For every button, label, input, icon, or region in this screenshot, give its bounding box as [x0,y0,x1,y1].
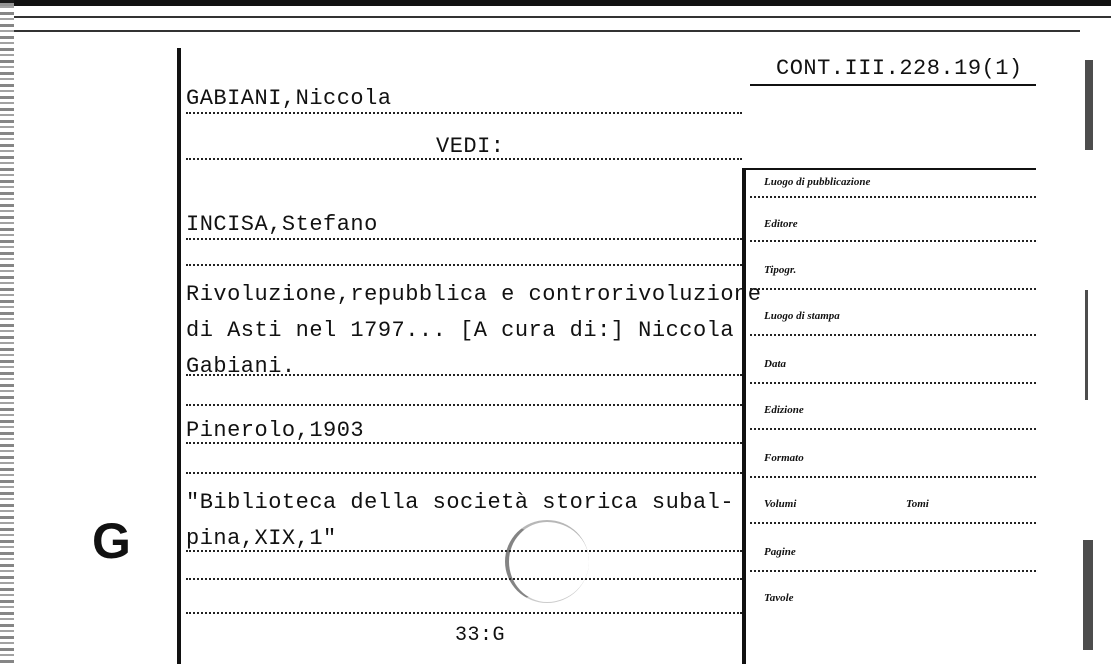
shelfmark-underline [750,84,1036,86]
field-tomi: Tomi [906,498,929,510]
faded-stamp [505,520,589,603]
field-data: Data [764,358,786,370]
shelfmark: CONT.III.228.19(1) [776,56,1023,81]
rule [186,374,742,376]
field-edizione: Edizione [764,404,804,416]
form-rule [750,522,1036,524]
form-rule [750,288,1036,290]
rule [186,238,742,240]
field-tipogr: Tipogr. [764,264,797,276]
series-line-2: pina,XIX,1" [186,526,337,551]
title-line-1: Rivoluzione,repubblica e controrivoluzione [186,282,762,307]
form-rule [750,476,1036,478]
form-rule [750,196,1036,198]
bottom-mark: 33:G [455,624,506,647]
form-top-line [746,168,1036,170]
rule [186,472,742,474]
heading-name: GABIANI,Niccola [186,86,392,111]
card-left-margin-line [177,48,181,664]
field-pagine: Pagine [764,546,796,558]
scan-left-edge [0,0,14,664]
form-rule [750,334,1036,336]
scan-top-edge [0,0,1111,6]
field-tavole: Tavole [764,592,794,604]
rule [186,612,742,614]
imprint: Pinerolo,1903 [186,418,365,443]
title-line-2: di Asti nel 1797... [A cura di:] Niccola [186,318,735,343]
drawer-letter: G [92,513,131,569]
rule [186,578,742,580]
title-line-3: Gabiani. [186,354,296,379]
form-divider-line [742,168,746,664]
scan-right-edge [1081,0,1111,664]
field-formato: Formato [764,452,804,464]
rule [186,442,742,444]
field-luogo-stampa: Luogo di stampa [764,310,840,322]
rule [186,158,742,160]
form-rule [750,240,1036,242]
scan-top-line-2 [14,30,1080,32]
author: INCISA,Stefano [186,212,378,237]
rule [186,550,742,552]
field-volumi: Volumi [764,498,797,510]
form-rule [750,382,1036,384]
see-reference: VEDI: [436,134,505,159]
field-editore: Editore [764,218,798,230]
scan-top-line [14,16,1111,18]
rule [186,264,742,266]
form-rule [750,428,1036,430]
series-line-1: "Biblioteca della società storica subal- [186,490,735,515]
field-luogo-pubblicazione: Luogo di pubblicazione [764,176,871,188]
rule [186,404,742,406]
form-rule [750,570,1036,572]
rule [186,112,742,114]
